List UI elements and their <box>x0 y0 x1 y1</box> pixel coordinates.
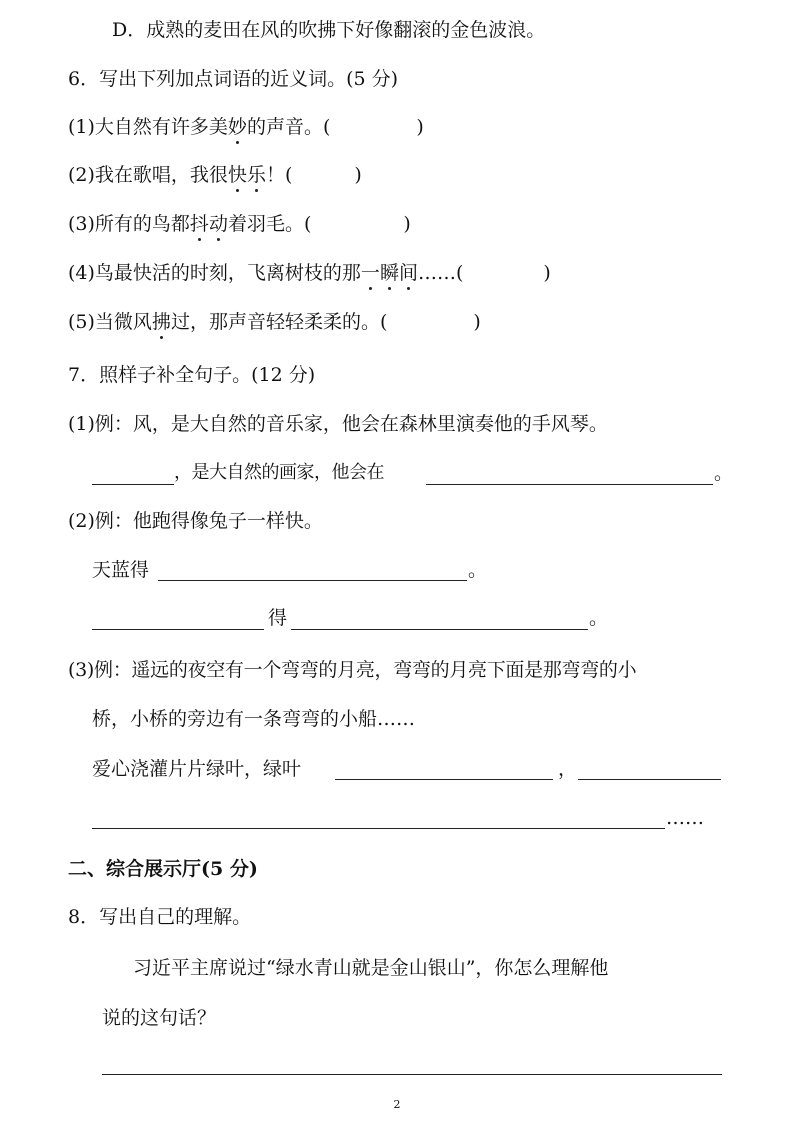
q7-fill-1-end: 。 <box>714 462 734 484</box>
fill-blank-line[interactable] <box>158 580 467 581</box>
q7-example-3-line-b: 桥，小桥的旁边有一条弯弯的小船…… <box>92 708 416 730</box>
q7-example-2: (2)例：他跑得像兔子一样快。 <box>68 510 323 532</box>
q8-prompt-line-a: 习近平主席说过“绿水青山就是金山银山”，你怎么理解他 <box>133 957 609 979</box>
dotted-word <box>361 262 418 284</box>
section-2-title: 二、综合展示厅(5 分) <box>68 858 258 880</box>
fill-blank-line[interactable] <box>92 629 264 630</box>
q7-fill-3a-comma: ， <box>558 758 578 780</box>
dotted-word <box>228 164 266 186</box>
dotted-char: 抖 <box>189 213 209 235</box>
dotted-word <box>190 213 228 235</box>
question-8-title: 8．写出自己的理解。 <box>68 906 252 928</box>
page-number: 2 <box>393 1098 401 1111</box>
dotted-char: 快 <box>227 164 247 186</box>
dotted-char: 瞬 <box>379 262 399 284</box>
q7-example-3-line-a: (3)例：遥远的夜空有一个弯弯的月亮，弯弯的月亮下面是那弯弯的小 <box>68 659 637 681</box>
fill-blank-line[interactable] <box>578 779 721 780</box>
q7-fill-2a-end: 。 <box>468 559 488 581</box>
question-7-title: 7．照样子补全句子。(12 分) <box>68 364 316 386</box>
q7-fill-2b-mid: 得 <box>268 607 288 629</box>
option-d: D．成熟的麦田在风的吹拂下好像翻滚的金色波浪。 <box>112 19 546 41</box>
fill-blank-line[interactable] <box>291 629 588 630</box>
q6-item-4: (4)鸟最快活的时刻，飞离树枝的那一瞬间……( ) <box>68 262 551 284</box>
q7-fill-3b-end: …… <box>666 807 704 829</box>
q7-fill-1-mid: ，是大自然的画家，他会在 <box>174 462 384 483</box>
q6-item-1: (1)大自然有许多美妙的声音。( ) <box>68 116 424 138</box>
q7-fill-3a-pre: 爱心浇灌片片绿叶，绿叶 <box>92 758 302 780</box>
dotted-word: 妙 <box>227 116 247 138</box>
dotted-char: 动 <box>208 213 228 235</box>
fill-blank-line[interactable] <box>92 828 665 829</box>
q7-fill-2a-pre: 天蓝得 <box>92 559 150 581</box>
fill-blank-line[interactable] <box>426 484 713 485</box>
q6-item-2: (2)我在歌唱，我很快乐！( ) <box>68 164 362 186</box>
dotted-char: 间 <box>398 262 418 284</box>
q7-fill-2b-end: 。 <box>589 607 609 629</box>
q8-prompt-line-b: 说的这句话？ <box>102 1007 217 1029</box>
question-6-title: 6．写出下列加点词语的近义词。(5 分) <box>68 68 399 90</box>
q6-item-3: (3)所有的鸟都抖动着羽毛。( ) <box>68 213 411 235</box>
dotted-char: 乐 <box>246 164 266 186</box>
answer-line[interactable] <box>102 1074 722 1075</box>
dotted-word: 拂 <box>151 311 171 333</box>
fill-blank-line[interactable] <box>92 484 174 485</box>
fill-blank-line[interactable] <box>335 779 553 780</box>
q7-example-1: (1)例：风，是大自然的音乐家，他会在森林里演奏他的手风琴。 <box>68 413 608 435</box>
dotted-char: 一 <box>360 262 380 284</box>
q6-item-5: (5)当微风拂过，那声音轻轻柔柔的。( ) <box>68 311 481 333</box>
